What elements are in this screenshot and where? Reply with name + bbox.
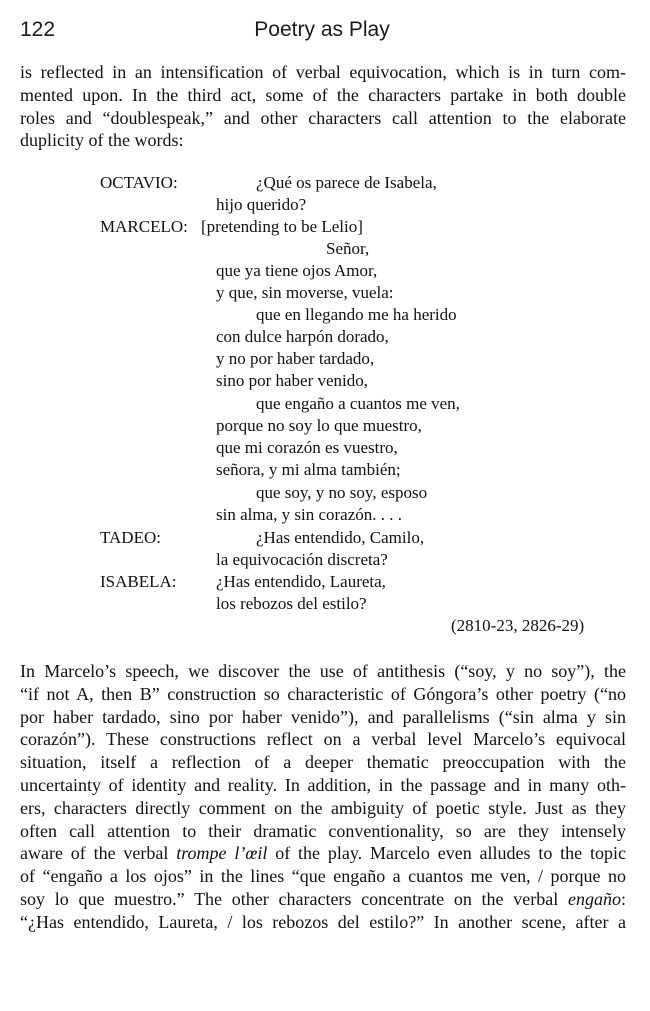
text-line: often call attention to their dramatic conventionality, so are they intensely bbox=[20, 820, 626, 841]
text-line: ers, characters directly comment on the ambiguity of poetic style. Just as they bbox=[20, 797, 626, 818]
verse-line: que engaño a cuantos me ven, bbox=[256, 394, 460, 413]
verse-line: ¿Has entendido, Camilo, bbox=[256, 528, 425, 547]
verse-line: hijo querido? bbox=[216, 195, 307, 214]
text-line bbox=[20, 842, 626, 865]
verse-line: los rebozos del estilo? bbox=[216, 594, 367, 613]
text-line: mented upon. In the third act, some of the characters partake in both double bbox=[20, 84, 626, 105]
verse-line: y no por haber tardado, bbox=[216, 349, 375, 368]
verse-line: que ya tiene ojos Amor, bbox=[216, 261, 378, 280]
verse-line: la equivocación discreta? bbox=[216, 550, 388, 569]
speaker-marcelo: MARCELO: bbox=[100, 217, 188, 236]
verse-line: con dulce harpón dorado, bbox=[216, 327, 389, 346]
text-line: roles and “doublespeak,” and other characters call attention to the elaborate bbox=[20, 107, 626, 128]
running-title: Poetry as Play bbox=[254, 18, 390, 41]
text-line: of “engaño a los ojos” in the lines “que engaño a cuantos me ven, / porque no bbox=[20, 866, 626, 887]
verse-line: que soy, y no soy, esposo bbox=[256, 483, 428, 502]
verse-line: ¿Has entendido, Laureta, bbox=[216, 572, 386, 591]
text-line: In Marcelo’s speech, we discover the use of antithesis (“soy, y no soy”), the bbox=[20, 661, 626, 681]
line-citation: (2810-23, 2826-29) bbox=[451, 616, 585, 635]
speaker-tadeo: TADEO: bbox=[100, 528, 161, 547]
verse-line: sin alma, y sin corazón. . . . bbox=[216, 505, 403, 524]
verse-line: que mi corazón es vuestro, bbox=[216, 438, 398, 457]
text-line: “if not A, then B” construction so characteristic of Góngora’s other poetry (“no bbox=[20, 683, 626, 704]
text-line: por haber tardado, sino por haber venido”), and parallelisms (“sin alma y sin bbox=[20, 706, 626, 727]
page-header bbox=[20, 18, 624, 48]
text-line: corazón”). These constructions reflect on a verbal level Marcelo’s equivocal bbox=[20, 729, 626, 750]
text-run: aware of the verbal bbox=[20, 843, 177, 864]
text-line: “¿Has entendido, Laureta, / los rebozos del estilo?” In another scene, after a bbox=[20, 911, 626, 932]
text-line: situation, itself a reflection of a deeper thematic preoccupation with the bbox=[20, 752, 626, 773]
text-line bbox=[20, 888, 626, 911]
verse-line: sino por haber venido, bbox=[216, 371, 369, 390]
paragraph-analysis bbox=[20, 660, 626, 934]
verse-line: porque no soy lo que muestro, bbox=[216, 416, 422, 435]
verse-line: ¿Qué os parece de Isabela, bbox=[256, 173, 437, 192]
text-line: duplicity of the words: bbox=[20, 130, 184, 151]
speaker-octavio: OCTAVIO: bbox=[100, 173, 178, 192]
verse-line: Señor, bbox=[326, 239, 370, 258]
verse-line: señora, y mi alma también; bbox=[216, 460, 401, 479]
verse-line: que en llegando me ha herido bbox=[256, 305, 457, 324]
text-line: uncertainty of identity and reality. In addition, in the passage and in many oth- bbox=[20, 774, 626, 795]
stage-direction: [pretending to be Lelio] bbox=[201, 217, 363, 236]
text-run: soy lo que muestro.” The other characters concentrate on the verbal bbox=[20, 888, 568, 909]
text-line: is reflected in an intensification of verbal equivocation, which is in turn com- bbox=[20, 62, 626, 82]
verse-line: y que, sin moverse, vuela: bbox=[216, 283, 394, 302]
speaker-isabela: ISABELA: bbox=[100, 572, 177, 591]
italic-term: engaño bbox=[567, 888, 621, 909]
italic-term: trompe l’œil bbox=[176, 843, 268, 864]
text-run: of the play. Marcelo even alludes to the topic bbox=[267, 843, 626, 864]
page-number: 122 bbox=[20, 18, 56, 41]
paragraph-intro bbox=[20, 61, 626, 152]
text-run: : bbox=[620, 888, 626, 909]
